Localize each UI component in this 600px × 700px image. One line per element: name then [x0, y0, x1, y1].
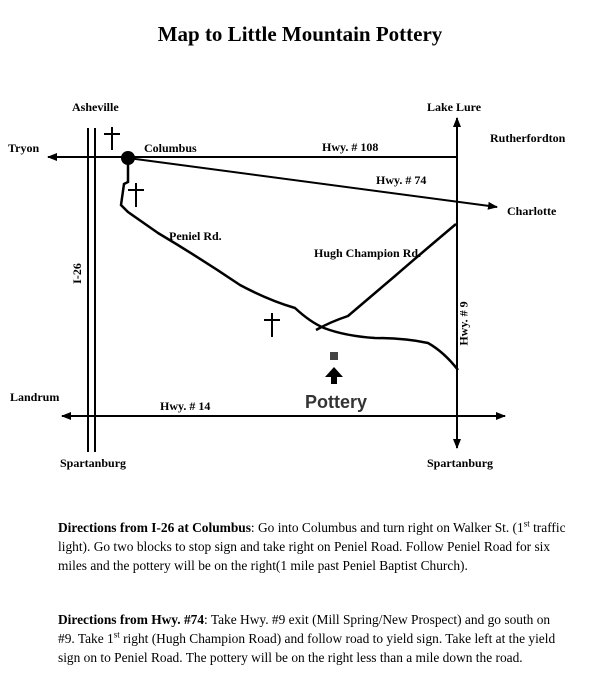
label-tryon: Tryon: [8, 141, 40, 155]
label-hwy-9: Hwy. # 9: [456, 301, 471, 346]
hugh-champion-road: [316, 224, 456, 330]
label-spartanburg-left: Spartanburg: [60, 456, 127, 470]
directions-text: : Take Hwy. #9 exit (Mill Spring/New Prospect) and go south on #9. Take 1: [58, 612, 551, 646]
church-cross-icon: [104, 127, 120, 150]
label-rutherfordton: Rutherfordton: [490, 131, 566, 145]
label-asheville: Asheville: [72, 100, 119, 114]
directions-heading: Directions from I-26 at Columbus: [58, 520, 251, 535]
directions-text: : Go into Columbus and turn right on Walker St. (1: [250, 520, 524, 535]
label-columbus: Columbus: [144, 141, 197, 155]
label-charlotte: Charlotte: [507, 204, 557, 218]
pottery-location-marker: [330, 352, 338, 360]
label-hugh-champion-rd: Hugh Champion Rd.: [314, 246, 422, 260]
label-peniel-rd: Peniel Rd.: [169, 229, 222, 243]
church-cross-icon: [264, 313, 280, 337]
church-cross-icon: [128, 183, 144, 207]
directions-text: right (Hugh Champion Road) and follow road to yield sign. Take left at the yield sign on to Peniel Road. The pottery will be on the right less than a mile down the road.: [58, 631, 556, 665]
map-title: Map to Little Mountain Pottery: [157, 22, 443, 46]
directions-from-i26: [58, 518, 568, 575]
label-hwy-108: Hwy. # 108: [322, 140, 379, 154]
directions-heading: Directions from Hwy. #74: [58, 612, 205, 627]
ordinal-suffix: st: [113, 629, 120, 640]
directions-text: traffic light). Go two blocks to stop sign and take right on Peniel Road. Follow Peniel Road for six miles and the pottery will be on the right(1 mile past Peniel Baptist Church).: [58, 520, 566, 573]
label-spartanburg-right: Spartanburg: [427, 456, 494, 470]
pottery-arrow-icon: [325, 367, 343, 384]
hwy-74-road: [128, 158, 497, 207]
label-hwy-74: Hwy. # 74: [376, 173, 427, 187]
ordinal-suffix: st: [523, 518, 530, 529]
label-i26: I-26: [69, 263, 84, 284]
label-landrum: Landrum: [10, 390, 60, 404]
label-hwy-14: Hwy. # 14: [160, 399, 211, 413]
directions-from-hwy-74: [58, 610, 568, 667]
columbus-town-marker: [121, 151, 135, 165]
label-lake-lure: Lake Lure: [427, 100, 482, 114]
label-pottery: Pottery: [305, 392, 368, 412]
